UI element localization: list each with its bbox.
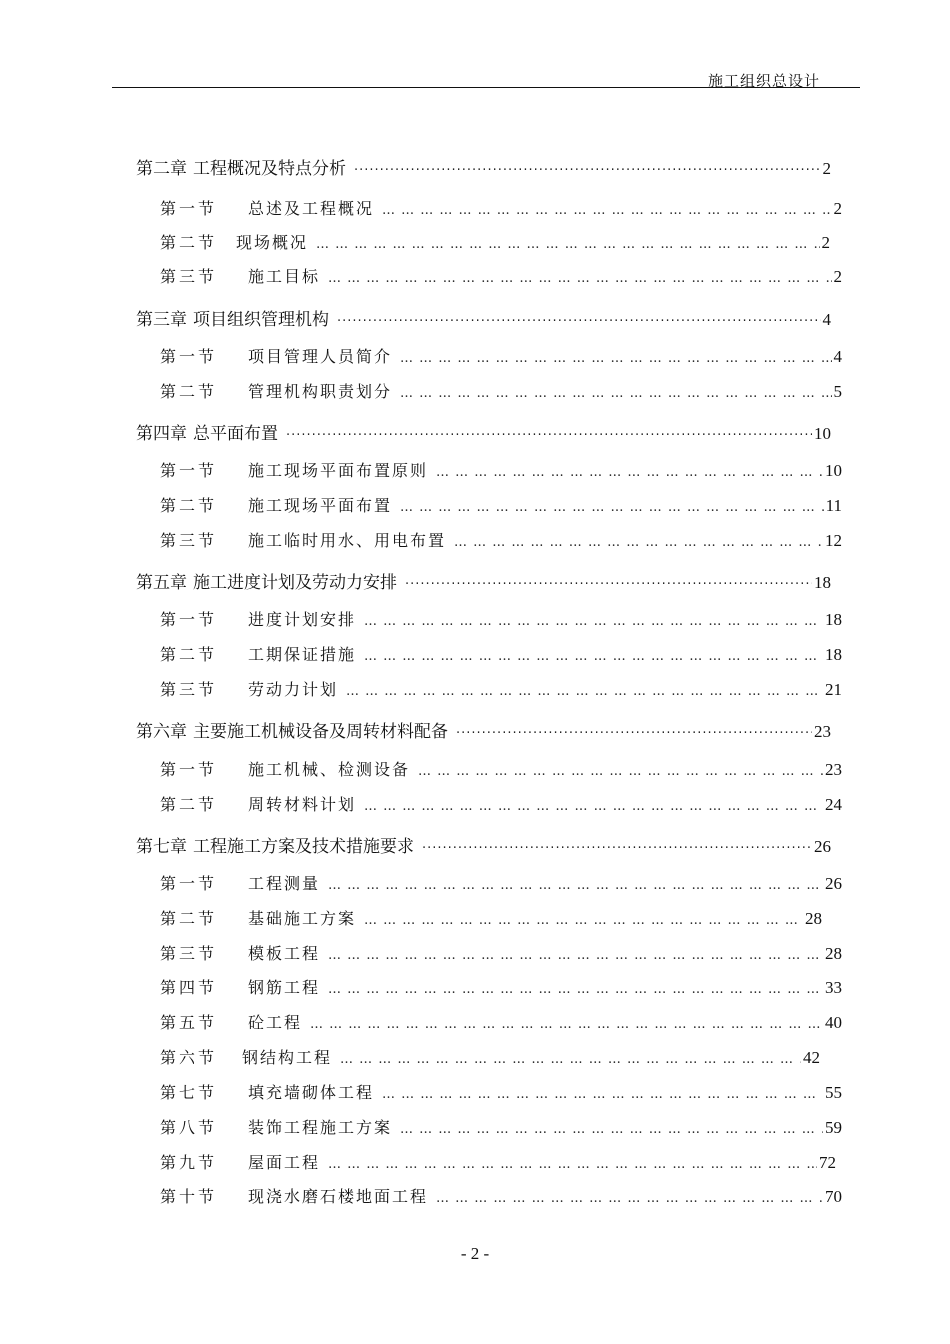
toc-chapter-number: 第二章: [136, 159, 187, 179]
toc-section-title: 项目管理人员简介: [248, 347, 393, 366]
toc-section-title: 填充墙砌体工程: [248, 1083, 375, 1102]
toc-leader-dots: [286, 428, 812, 443]
toc-leader-dots: [328, 948, 823, 963]
toc-leader-dots: [364, 799, 823, 814]
toc-page-number: 72: [819, 1153, 836, 1172]
toc-section[interactable]: [160, 792, 842, 815]
toc-chapter-title: 总平面布置: [193, 424, 278, 444]
toc-chapter-number: 第七章: [136, 837, 187, 857]
toc-section-number: 第九节: [160, 1153, 218, 1172]
toc-section[interactable]: [160, 975, 842, 998]
toc-section-title: 管理机构职责划分: [248, 382, 393, 401]
toc-page-number: 4: [822, 310, 831, 329]
toc-section-number: 第十节: [160, 1187, 218, 1206]
toc-leader-dots: [400, 500, 824, 515]
toc-section-title: 施工临时用水、用电布置: [248, 531, 447, 550]
toc-section-number: 第一节: [160, 610, 218, 629]
toc-chapter[interactable]: [136, 717, 831, 742]
toc-section-title: 工期保证措施: [248, 645, 357, 664]
toc-section-number: 第三节: [160, 680, 218, 699]
toc-chapter-title: 主要施工机械设备及周转材料配备: [193, 722, 448, 742]
toc-leader-dots: [364, 649, 823, 664]
toc-section-number: 第五节: [160, 1013, 218, 1032]
toc-section[interactable]: [160, 1184, 842, 1207]
toc-leader-dots: [328, 271, 831, 286]
toc-section[interactable]: [160, 528, 842, 551]
toc-section-number: 第三节: [160, 531, 218, 550]
toc-leader-dots: [405, 577, 812, 592]
toc-leader-dots: [422, 841, 812, 856]
toc-section-number: 第二节: [160, 909, 218, 928]
toc-section-title: 施工现场平面布置原则: [248, 461, 429, 480]
toc-section[interactable]: [160, 379, 842, 402]
toc-section-number: 第三节: [160, 267, 218, 286]
toc-chapter-number: 第五章: [136, 573, 187, 593]
toc-section[interactable]: [160, 757, 842, 780]
toc-section-title: 装饰工程施工方案: [248, 1118, 393, 1137]
toc-chapter[interactable]: [136, 305, 831, 330]
toc-leader-dots: [316, 237, 819, 252]
toc-leader-dots: [340, 1052, 801, 1067]
toc-chapter[interactable]: [136, 419, 831, 444]
toc-section[interactable]: [160, 1080, 842, 1103]
toc-chapter[interactable]: [136, 832, 831, 857]
toc-leader-dots: [310, 1017, 823, 1032]
toc-section-number: 第二节: [160, 233, 218, 252]
toc-section-title: 现场概况: [236, 233, 309, 252]
toc-page-number: 10: [825, 461, 842, 480]
toc-leader-dots: [364, 614, 823, 629]
toc-section-number: 第八节: [160, 1118, 218, 1137]
toc-page-number: 70: [825, 1187, 842, 1206]
toc-section[interactable]: [160, 196, 842, 219]
toc-page-number: 33: [825, 978, 842, 997]
toc-chapter-title: 施工进度计划及劳动力安排: [193, 573, 397, 593]
toc-section-title: 模板工程: [248, 944, 321, 963]
toc-chapter-number: 第三章: [136, 310, 187, 330]
toc-page-number: 23: [814, 722, 831, 741]
toc-page-number: 18: [814, 573, 831, 592]
toc-page-number: 5: [833, 382, 842, 401]
toc-section-title: 施工目标: [248, 267, 321, 286]
toc-section-title: 劳动力计划: [248, 680, 339, 699]
toc-section-title: 现浇水磨石楼地面工程: [248, 1187, 429, 1206]
toc-page-number: 23: [825, 760, 842, 779]
toc-leader-dots: [456, 726, 812, 741]
toc-section-title: 砼工程: [248, 1013, 303, 1032]
toc-section-number: 第二节: [160, 496, 218, 515]
toc-section[interactable]: [160, 264, 842, 287]
toc-page-number: 18: [825, 645, 842, 664]
toc-page-number: 11: [825, 496, 842, 515]
toc-section-title: 施工机械、检测设备: [248, 760, 411, 779]
toc-section[interactable]: [160, 230, 830, 253]
toc-section[interactable]: [160, 906, 822, 929]
toc-leader-dots: [328, 982, 823, 997]
toc-section[interactable]: [160, 607, 842, 630]
toc-section-title: 钢筋工程: [248, 978, 321, 997]
toc-section-number: 第一节: [160, 874, 218, 893]
toc-section[interactable]: [160, 1150, 836, 1173]
toc-leader-dots: [382, 1087, 823, 1102]
toc-page-number: 55: [825, 1083, 842, 1102]
toc-section-title: 基础施工方案: [248, 909, 357, 928]
toc-leader-dots: [400, 351, 831, 366]
toc-section-title: 进度计划安排: [248, 610, 357, 629]
toc-section-title: 屋面工程: [248, 1153, 321, 1172]
toc-leader-dots: [400, 386, 831, 401]
toc-leader-dots: [418, 764, 823, 779]
toc-section-number: 第二节: [160, 795, 218, 814]
toc-leader-dots: [328, 1157, 817, 1172]
toc-section-number: 第二节: [160, 645, 218, 664]
toc-section-number: 第三节: [160, 944, 218, 963]
toc-page-number: 10: [814, 424, 831, 443]
toc-section-number: 第七节: [160, 1083, 218, 1102]
toc-section-title: 周转材料计划: [248, 795, 357, 814]
toc-section-title: 钢结构工程: [242, 1048, 333, 1067]
toc-page-number: 40: [825, 1013, 842, 1032]
toc-section-number: 第一节: [160, 760, 218, 779]
toc-chapter-number: 第六章: [136, 722, 187, 742]
toc-page-number: 28: [825, 944, 842, 963]
toc-section[interactable]: [160, 344, 842, 367]
toc-section[interactable]: [160, 458, 842, 481]
header-title: 施工组织总设计: [707, 72, 820, 90]
toc-page-number: 28: [805, 909, 822, 928]
toc-leader-dots: [454, 535, 823, 550]
toc-leader-dots: [337, 314, 821, 329]
toc-leader-dots: [364, 913, 803, 928]
toc-chapter-title: 工程概况及特点分析: [193, 159, 346, 179]
toc-section[interactable]: [160, 1115, 842, 1138]
toc-chapter-title: 工程施工方案及技术措施要求: [193, 837, 414, 857]
toc-page-number: 24: [825, 795, 842, 814]
toc-leader-dots: [436, 1191, 823, 1206]
toc-section-title: 总述及工程概况: [248, 199, 375, 218]
toc-chapter[interactable]: [136, 154, 831, 179]
toc-chapter-title: 项目组织管理机构: [193, 310, 329, 330]
toc-leader-dots: [346, 684, 823, 699]
toc-leader-dots: [382, 203, 831, 218]
toc-section-title: 施工现场平面布置: [248, 496, 393, 515]
toc-section[interactable]: [160, 493, 842, 516]
toc-leader-dots: [354, 163, 821, 178]
toc-section-number: 第四节: [160, 978, 218, 997]
toc-page-number: 59: [825, 1118, 842, 1137]
toc-section[interactable]: [160, 941, 842, 964]
toc-section-number: 第二节: [160, 382, 218, 401]
toc-chapter-number: 第四章: [136, 424, 187, 444]
toc-page-number: 2: [821, 233, 830, 252]
toc-leader-dots: [436, 465, 823, 480]
toc-section-number: 第一节: [160, 347, 218, 366]
toc-leader-dots: [328, 878, 823, 893]
toc-section[interactable]: [160, 871, 842, 894]
toc-page-number: 2: [822, 159, 831, 178]
toc-page-number: 26: [825, 874, 842, 893]
toc-section[interactable]: [160, 1010, 842, 1033]
toc-section-number: 第一节: [160, 199, 218, 218]
toc-page-number: 2: [833, 199, 842, 218]
toc-page-number: 26: [814, 837, 831, 856]
toc-page-number: 4: [833, 347, 842, 366]
toc-leader-dots: [400, 1122, 823, 1137]
toc-section-number: 第一节: [160, 461, 218, 480]
toc-page-number: 21: [825, 680, 842, 699]
page-number-footer: - 2 -: [460, 1244, 490, 1263]
toc-page-number: 18: [825, 610, 842, 629]
toc-section[interactable]: [160, 677, 842, 700]
toc-page-number: 42: [803, 1048, 820, 1067]
toc-section[interactable]: [160, 642, 842, 665]
toc-page-number: 12: [825, 531, 842, 550]
toc-page-number: 2: [833, 267, 842, 286]
toc-section-number: 第六节: [160, 1048, 218, 1067]
toc-section[interactable]: [160, 1045, 820, 1068]
toc-section-title: 工程测量: [248, 874, 321, 893]
toc-chapter[interactable]: [136, 568, 831, 593]
